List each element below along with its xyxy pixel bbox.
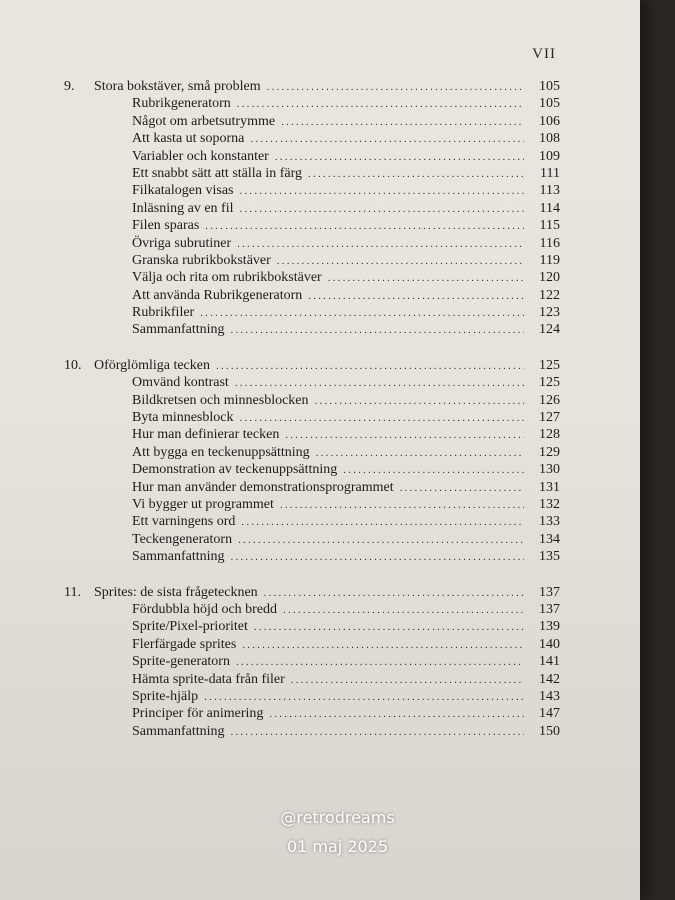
toc-entry: Att använda Rubrikgeneratorn ..... 122 — [60, 287, 560, 304]
toc-entry: Sprite/Pixel-prioritet ..... 139 — [60, 618, 560, 635]
toc-entry: Välja och rita om rubrikbokstäver ..... 120 — [60, 269, 560, 286]
toc-entry: Omvänd kontrast ..... 125 — [60, 374, 560, 391]
toc-entry: Fördubbla höjd och bredd ..... 137 — [60, 601, 560, 618]
chapter-page: 137 — [539, 584, 560, 600]
chapter-10 — [60, 357, 560, 566]
toc-entry: Hur man definierar tecken ..... 128 — [60, 426, 560, 443]
toc-entry: Teckengeneratorn ..... 134 — [60, 531, 560, 548]
toc-entry: Variabler och konstanter ..... 109 — [60, 148, 560, 165]
toc-entry: Hur man använder demonstrationsprogrammet ..... 131 — [60, 479, 560, 496]
chapter-9 — [60, 78, 560, 339]
watermark-date: 01 maj 2025 — [286, 837, 389, 856]
toc-entry: Att bygga en teckenuppsättning ..... 129 — [60, 444, 560, 461]
toc-entry: Sammanfattning ..... 135 — [60, 548, 560, 565]
toc-entry: Demonstration av teckenuppsättning ..... 130 — [60, 461, 560, 478]
toc-entry: Sprite-hjälp ..... 143 — [60, 688, 560, 705]
toc-entry: Rubrikgeneratorn ..... 105 — [60, 95, 560, 112]
chapter-page: 125 — [539, 357, 560, 373]
toc-entry: Byta minnesblock ..... 127 — [60, 409, 560, 426]
toc-entry: Bildkretsen och minnesblocken ..... 126 — [60, 392, 560, 409]
toc-entry: Flerfärgade sprites ..... 140 — [60, 636, 560, 653]
chapter-title: Oförglömliga tecken — [94, 357, 210, 373]
watermark-handle: @retrodreams — [280, 808, 395, 827]
chapter-heading — [60, 78, 560, 95]
chapter-number: 10. — [64, 357, 82, 373]
toc-entry: Övriga subrutiner ..... 116 — [60, 235, 560, 252]
toc-entry: Ett snabbt sätt att ställa in färg ..... 111 — [60, 165, 560, 182]
page-number: VII — [532, 46, 556, 62]
chapter-number: 11. — [64, 584, 81, 600]
toc-entry: Sammanfattning ..... 150 — [60, 723, 560, 740]
toc-entry: Rubrikfiler ..... 123 — [60, 304, 560, 321]
toc-entry: Filkatalogen visas ..... 113 — [60, 182, 560, 199]
toc-entry: Ett varningens ord ..... 133 — [60, 513, 560, 530]
chapter-heading — [60, 584, 560, 601]
toc-entry: Granska rubrikbokstäver ..... 119 — [60, 252, 560, 269]
table-of-contents — [60, 78, 560, 758]
chapter-11 — [60, 584, 560, 741]
chapter-number: 9. — [64, 79, 75, 94]
chapter-title: Sprites: de sista frågetecknen — [94, 584, 258, 600]
toc-entry: Filen sparas ..... 115 — [60, 217, 560, 234]
toc-entry: Hämta sprite-data från filer ..... 142 — [60, 671, 560, 688]
toc-entry: Sammanfattning ..... 124 — [60, 321, 560, 338]
chapter-heading — [60, 357, 560, 374]
toc-entry: Vi bygger ut programmet ..... 132 — [60, 496, 560, 513]
toc-entry: Sprite-generatorn ..... 141 — [60, 653, 560, 670]
toc-entry: Inläsning av en fil ..... 114 — [60, 200, 560, 217]
toc-entry: Att kasta ut soporna ..... 108 — [60, 130, 560, 147]
toc-entry: Något om arbetsutrymme ..... 106 — [60, 113, 560, 130]
chapter-page: 105 — [539, 79, 560, 94]
chapter-title: Stora bokstäver, små problem — [94, 79, 261, 94]
toc-entry: Principer för animering ..... 147 — [60, 705, 560, 722]
